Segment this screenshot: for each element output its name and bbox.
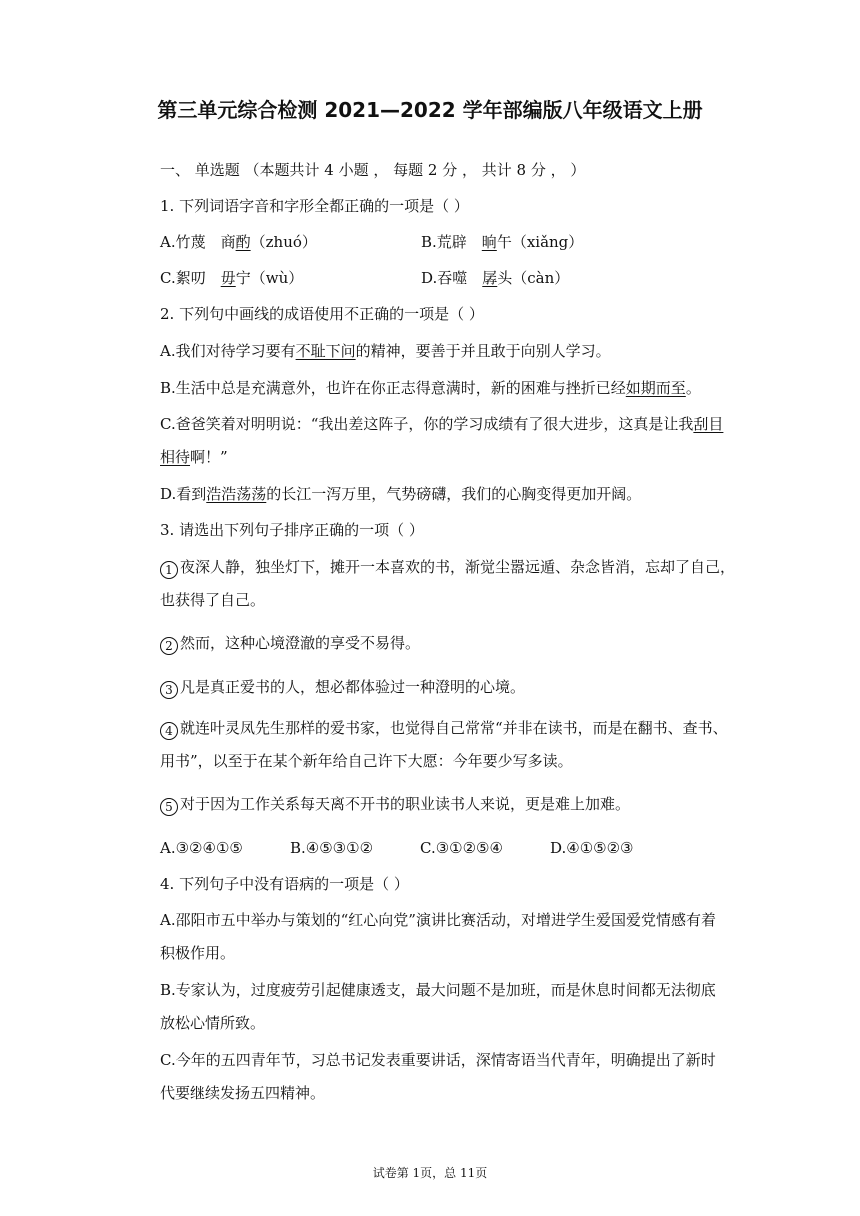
q4-option-c-line1: C.今年的五四青年节，习总书记发表重要讲话，深情寄语当代青年，明确提出了新时 xyxy=(160,1051,716,1069)
q1-option-a: A.竹蔑 商酌（zhuó） xyxy=(160,233,317,251)
q3-option-c: C.③①②⑤④ xyxy=(420,839,503,857)
section-heading: 一、 单选题 （本题共计 4 小题 ， 每题 2 分 ， 共计 8 分 ， ） xyxy=(160,161,586,179)
question-1-stem: 1. 下列词语字音和字形全都正确的一项是（ ） xyxy=(160,197,469,215)
q3-option-b: B.④⑤③①② xyxy=(290,839,374,857)
q1-option-c: C.絮叨 毋宁（wù） xyxy=(160,269,304,287)
page-footer: 试卷第 1页，总 11页 xyxy=(372,1166,488,1180)
q2-option-a: A.我们对待学习要有不耻下问的精神，要善于并且敢于向别人学习。 xyxy=(160,342,611,360)
q4-option-b-line2: 放松心情所致。 xyxy=(160,1014,266,1032)
q3-sentence-1-line2: 也获得了自己。 xyxy=(160,591,266,609)
q2-option-c-line1: C.爸爸笑着对明明说：“我出差这阵子，你的学习成绩有了很大进步，这真是让我刮目 xyxy=(160,415,724,433)
q2-option-d: D.看到浩浩荡荡的长江一泻万里，气势磅礴，我们的心胸变得更加开阔。 xyxy=(160,485,642,503)
q3-sentence-3: 3 凡是真正爱书的人，想必都体验过一种澄明的心境。 xyxy=(160,677,525,699)
q3-sentence-4-line1: 4 就连叶灵凤先生那样的爱书家，也觉得自己常常“并非在读书，而是在翻书、查书、 xyxy=(160,718,728,740)
q3-sentence-1-line1: 1 夜深人静，独坐灯下，摊开一本喜欢的书，渐觉尘嚣远遁、杂念皆消，忘却了自己， xyxy=(160,557,735,579)
question-4-stem: 4. 下列句子中没有语病的一项是（ ） xyxy=(160,875,409,893)
circled-number-5: 5 xyxy=(160,798,178,816)
q1-option-d: D.吞噬 孱头（càn） xyxy=(421,269,570,287)
q3-sentence-5: 5 对于因为工作关系每天离不开书的职业读书人来说，更是难上加难。 xyxy=(160,794,630,816)
q2-option-b: B.生活中总是充满意外，也许在你正志得意满时，新的困难与挫折已经如期而至。 xyxy=(160,379,701,397)
q4-option-a-line1: A.邵阳市五中举办与策划的“红心向党”演讲比赛活动，对增进学生爱国爱党情感有着 xyxy=(160,911,716,929)
q3-sentence-2: 2 然而，这种心境澄澈的享受不易得。 xyxy=(160,633,420,655)
circled-number-4: 4 xyxy=(160,722,178,740)
circled-number-1: 1 xyxy=(160,561,178,579)
question-2-stem: 2. 下列句中画线的成语使用不正确的一项是（ ） xyxy=(160,305,484,323)
circled-number-2: 2 xyxy=(160,637,178,655)
question-3-stem: 3. 请选出下列句子排序正确的一项（ ） xyxy=(160,521,424,539)
page-title: 第三单元综合检测 2021—2022 学年部编版八年级语文上册 xyxy=(157,98,703,122)
q4-option-b-line1: B.专家认为，过度疲劳引起健康透支，最大问题不是加班，而是休息时间都无法彻底 xyxy=(160,981,716,999)
q3-option-d: D.④①⑤②③ xyxy=(550,839,634,857)
q1-option-b: B.荒辟 晌午（xiǎng） xyxy=(421,233,584,251)
q4-option-c-line2: 代要继续发扬五四精神。 xyxy=(160,1084,326,1102)
q3-sentence-4-line2: 用书”，以至于在某个新年给自己许下大愿：今年要少写多读。 xyxy=(160,752,573,770)
q4-option-a-line2: 积极作用。 xyxy=(160,944,236,962)
q2-option-c-line2: 相待啊！” xyxy=(160,448,228,466)
circled-number-3: 3 xyxy=(160,681,178,699)
q3-option-a: A.③②④①⑤ xyxy=(160,839,243,857)
